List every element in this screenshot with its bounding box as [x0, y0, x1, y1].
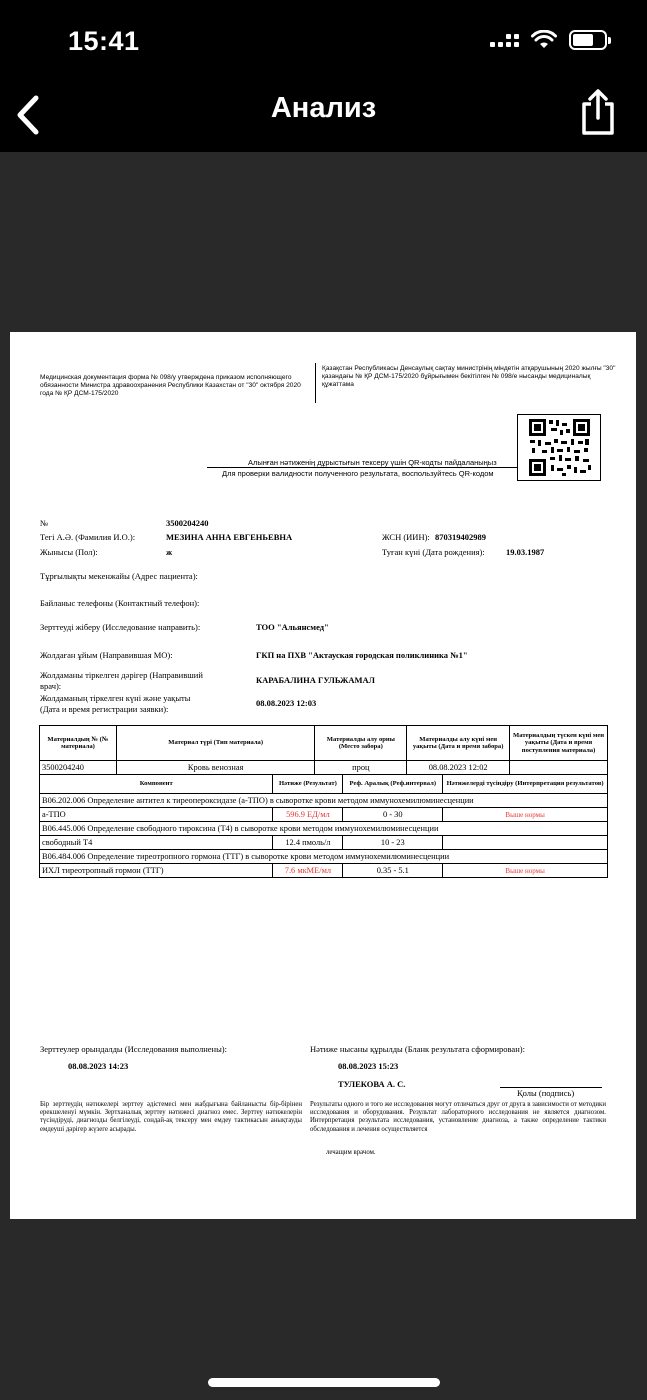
header-ref: Реф. Аралық (Реф.интервал) — [343, 775, 443, 794]
header-material-no: Материалдың № (№ материала) — [40, 726, 117, 761]
direct-value: ТОО "Альянсмед" — [256, 622, 329, 632]
fio-value: МЕЗИНА АННА ЕВГЕНЬЕВНА — [166, 532, 293, 542]
result-value: 7.6 мкМЕ/мл — [273, 864, 343, 878]
header-result: Нәтиже (Результат) — [273, 775, 343, 794]
direct-label: Зерттеуді жіберу (Исследование направить): — [40, 622, 201, 632]
header-component: Компонент — [40, 775, 273, 794]
doctor-value: КАРАБАЛИНА ГУЛЬЖАМАЛ — [256, 675, 375, 685]
result-row — [40, 808, 608, 822]
status-icons — [490, 30, 607, 50]
phone-label: Байланыс телефоны (Контактный телефон): — [40, 598, 200, 608]
ref-interval: 10 - 23 — [343, 836, 443, 850]
material-taken: 08.08.2023 12:02 — [407, 761, 510, 775]
status-bar — [0, 0, 647, 88]
header-interp: Нәтижелерді түсіндіру (Интерпретация результатов) — [443, 775, 608, 794]
no-value: 3500204240 — [166, 518, 209, 528]
sex-label: Жынысы (Пол): — [40, 547, 98, 557]
interpretation: Выше нормы — [443, 808, 608, 822]
navigation-bar — [0, 88, 647, 152]
cellular-signal-icon — [490, 34, 519, 47]
document-viewer[interactable] — [0, 152, 647, 1400]
header-right-text: Қазақстан Республикасы Денсаулық сақтау министрінің міндетін атқарушының 2020 жылғы "30" қазандағы № ҚР ДСМ-175/2020 бұйрығымен бекітілген № 098/е нысанды медициналық құжаттама — [322, 365, 616, 388]
material-header-row — [40, 726, 608, 761]
doctor-label-2: врач): — [40, 681, 62, 691]
qr-note-kz: Алынған нәтиженің дұрыстығын тексеру үшін QR-кодты пайдаланыңыз — [248, 458, 497, 467]
home-indicator[interactable] — [208, 1378, 440, 1387]
result-value: 12.4 пмоль/л — [273, 836, 343, 850]
reg-label-1: Жолдаманың тіркелген күні және уақыты — [40, 693, 191, 703]
dob-value: 19.03.1987 — [506, 547, 545, 557]
interpretation: Выше нормы — [443, 864, 608, 878]
signer-name: ТУЛЕКОВА А. С. — [338, 1079, 406, 1089]
mo-value: ГКП на ПХВ "Актауская городская поликлиника №1" — [256, 650, 468, 660]
address-label: Тұрғылықты мекенжайы (Адрес пациента): — [40, 571, 198, 581]
component-name: свободный Т4 — [40, 836, 273, 850]
lab-result-document — [10, 332, 636, 1219]
component-name: ИХЛ тиреотропный гормон (ТТГ) — [40, 864, 273, 878]
status-time: 15:41 — [68, 26, 140, 56]
section-row — [40, 822, 608, 836]
ref-interval: 0.35 - 5.1 — [343, 864, 443, 878]
material-received — [510, 761, 608, 775]
note-ru: Результаты одного и того же исследования могут отличаться друг от друга в зависимости от методики исследования и оборудования. Результат лабораторного исследования не является диагнозом. Интерпретация результата исследования, установление диагноза, а также определение тактики обследования и лечения осуществляется — [310, 1101, 606, 1133]
formed-value: 08.08.2023 15:23 — [338, 1061, 399, 1071]
material-no: 3500204240 — [40, 761, 117, 775]
iin-value: 870319402989 — [435, 532, 486, 542]
header-material-type: Материал түрі (Тип материала) — [116, 726, 314, 761]
reg-value: 08.08.2023 12:03 — [256, 698, 317, 708]
mo-label: Жолдаған ұйым (Направившая МО): — [40, 650, 173, 660]
wifi-icon — [531, 30, 557, 50]
result-value: 596.9 ЕД/мл — [273, 808, 343, 822]
battery-icon — [569, 30, 607, 50]
header-place: Материалды алу орны (Место забора) — [315, 726, 407, 761]
header-taken: Материалды алу күні мен уақыты (Дата и время забора) — [407, 726, 510, 761]
formed-label: Нәтиже нысаны құрылды (Бланк результата сформирован): — [310, 1044, 525, 1054]
page-title: Анализ — [270, 92, 377, 124]
sex-value: ж — [166, 547, 173, 557]
result-row — [40, 836, 608, 850]
doctor-label-1: Жолдаманы тіркелген дәрігер (Направивший — [40, 670, 203, 680]
result-row — [40, 864, 608, 878]
done-label: Зерттеулер орындалды (Исследования выполнены): — [40, 1044, 227, 1054]
dob-label: Туған күні (Дата рождения): — [382, 547, 485, 557]
done-value: 08.08.2023 14:23 — [68, 1061, 129, 1071]
reg-label-2: (Дата и время регистрации заявки): — [40, 704, 169, 714]
material-type: Кровь венозная — [116, 761, 314, 775]
component-name: а-ТПО — [40, 808, 273, 822]
fio-label: Тегі А.Ә. (Фамилия И.О.): — [40, 532, 136, 542]
results-table — [39, 725, 608, 878]
ref-interval: 0 - 30 — [343, 808, 443, 822]
qr-code — [517, 414, 601, 481]
header-divider — [315, 363, 316, 403]
section-title: В06.445.006 Определение свободного тироксина (Т4) в сыворотке крови методом иммунохемилюминесценции — [40, 822, 608, 836]
note-kz: Бір зерттеудің нәтижелері зерттеу әдістемесі мен жабдығына байланысты бір-бірінен ерекшеленуі мүмкін. Зертханалық зерттеу нәтижесі диагноз емес. Зерттеу нәтижелерін түсіндіруді, диагнозды белгілеуді, сондай-ақ тексеру мен емдеу тактикасын анықтауды емдеуші дәрігер жүзеге асырады. — [40, 1101, 302, 1133]
iin-label: ЖСН (ИИН): — [382, 532, 430, 542]
results-header-row — [40, 775, 608, 794]
no-label: № — [40, 518, 49, 528]
note-ru-last: лечащим врачом. — [326, 1149, 376, 1156]
material-row — [40, 761, 608, 775]
share-icon[interactable] — [579, 88, 617, 136]
signature-label: Қолы (подпись) — [517, 1088, 575, 1098]
qr-note-line — [207, 467, 517, 468]
header-received: Материалдың түскен күні мен уақыты (Дата и время поступления материала) — [510, 726, 608, 761]
interpretation — [443, 836, 608, 850]
header-left-text: Медицинская документация форма № 098/у утверждена приказом исполняющего обязанности Министра здравоохранения Республики Казахстан от "30" октября 2020 года № ҚР ДСМ-175/2020 — [40, 374, 301, 397]
section-title: В06.202.006 Определение антител к тиреопероксидазе (а-ТПО) в сыворотке крови методом иммунохемилюминесценции — [40, 794, 608, 808]
section-row — [40, 850, 608, 864]
section-title: В06.484.006 Определение тиреотропного гормона (ТТГ) в сыворотке крови методом иммунохемилюминесценции — [40, 850, 608, 864]
material-place: проц — [315, 761, 407, 775]
section-row — [40, 794, 608, 808]
qr-note-ru: Для проверки валидности полученного результата, воспользуйтесь QR-кодом — [222, 469, 494, 478]
